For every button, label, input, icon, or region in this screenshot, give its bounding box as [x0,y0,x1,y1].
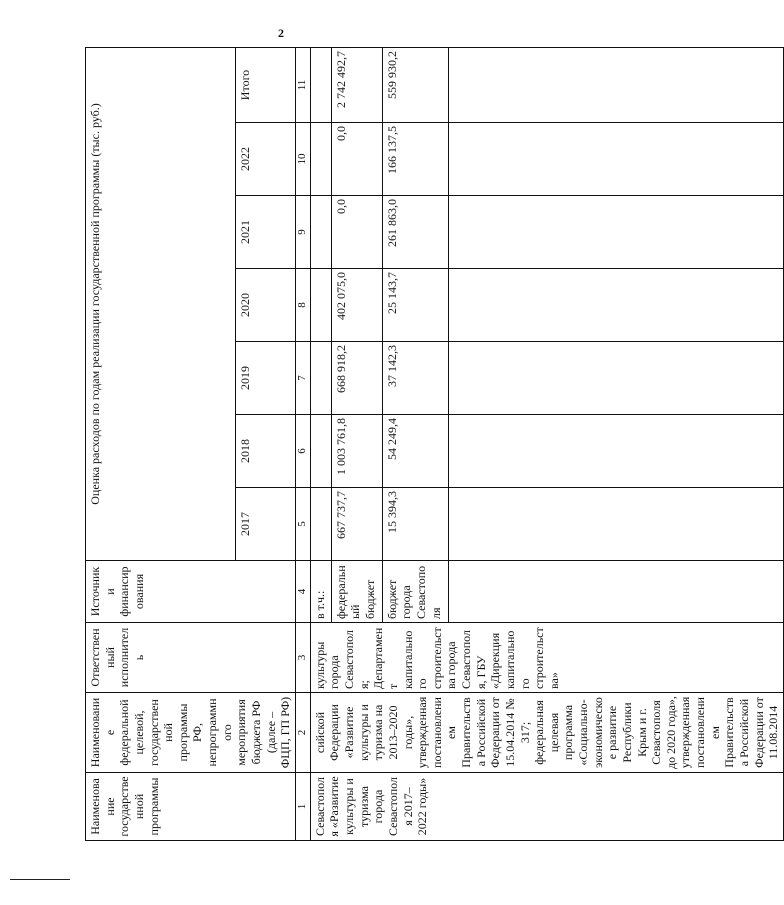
page-number: 2 [278,26,284,40]
federal-2021-value: 0,0 [331,196,382,269]
header-executor: Ответственный исполнитель [86,623,296,693]
source-federal-label: федеральный бюджет [331,561,382,623]
city-2022-value: 166 137,5 [382,123,448,196]
city-2020-value: 25 143,7 [382,269,448,342]
col-num-8: 8 [295,269,310,342]
col-num-7: 7 [295,342,310,415]
federal-total-value: 2 742 492,7 [331,48,382,123]
federal-2022-value: 0,0 [331,123,382,196]
header-year-2019: 2019 [235,342,295,415]
col-num-4: 4 [295,561,310,623]
header-fcp: Наименование федеральной целевой, государственной программы РФ, непрограммного мероприятия бюджета РФ (далее – ФЦП, ГП РФ) [86,693,296,773]
city-total-value: 559 930,2 [382,48,448,123]
program-name-cell: Севастополя «Развитие культуры и туризма города Севастополя 2017–2022 годы» [310,773,783,841]
federal-2020-value: 402 075,0 [331,269,382,342]
col-num-6: 6 [295,415,310,488]
federal-2017-value: 667 737,7 [331,488,382,561]
header-year-2021: 2021 [235,196,295,269]
col-num-9: 9 [295,196,310,269]
city-2021-value: 261 863,0 [382,196,448,269]
city-2018-value: 54 249,4 [382,415,448,488]
col-num-11: 11 [295,48,310,123]
col-num-10: 10 [295,123,310,196]
budget-table-rotated [85,48,781,841]
col-num-3: 3 [295,623,310,693]
fcp-name-cell: сийской Федерации «Развитие культуры и туризма на 2013–2020 годы», утвержденная постановлением Правительства Российской Федерации от 15.04.2014 № 317; федеральная целевая программа «Социально-экономическое развитие Республики Крым и г. Севастополя до 2020 года», утвержденная постановлением Правительства Российской Федерации от 11.08.2014 [310,693,783,773]
source-incl-label: в т.ч.: [310,561,331,623]
city-2017-value: 15 394,3 [382,488,448,561]
header-year-2020: 2020 [235,269,295,342]
city-2019-value: 37 142,3 [382,342,448,415]
header-row-1 [86,48,236,841]
header-estimate-group: Оценка расходов по годам реализации государственной программы (тыс. руб.) [86,48,236,561]
column-numbers-row [295,48,310,841]
footnote-separator-line [10,879,70,880]
federal-2018-value: 1 003 761,8 [331,415,382,488]
header-year-2018: 2018 [235,415,295,488]
source-city-label: бюджет города Севастополя [382,561,448,623]
header-year-2022: 2022 [235,123,295,196]
executor-cell: культуры города Севастополя; Департамент капитального строительства города Севастополя, ГБУ «Дирекция капитального строительства» [310,623,783,693]
header-program: Наименование государственной программы [86,773,296,841]
sources-label-row [310,48,331,841]
header-year-2017: 2017 [235,488,295,561]
budget-table [85,47,784,841]
header-total: Итого [235,48,295,123]
col-num-1: 1 [295,773,310,841]
header-sources: Источники финансирования [86,561,296,623]
col-num-2: 2 [295,693,310,773]
federal-2019-value: 668 918,2 [331,342,382,415]
col-num-5: 5 [295,488,310,561]
